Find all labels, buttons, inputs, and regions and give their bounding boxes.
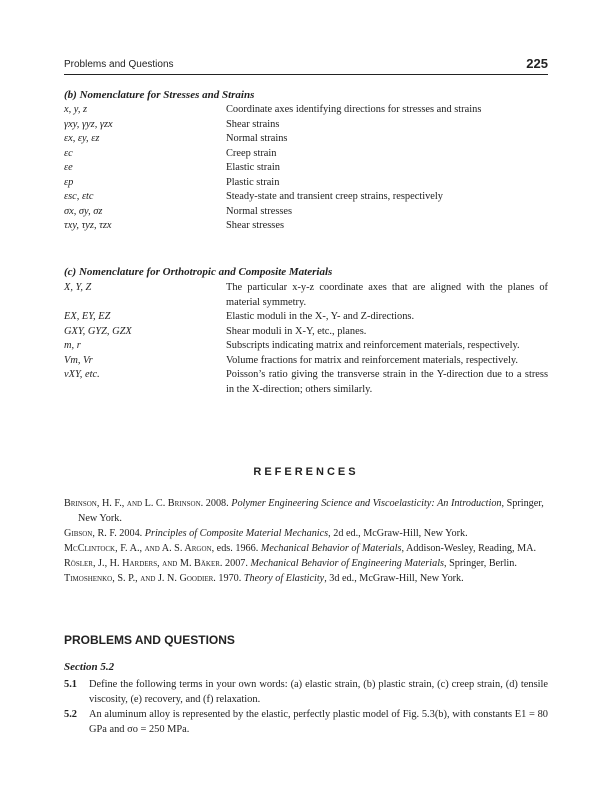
nomenclature-description: The particular x-y-z coordinate axes that are aligned with the planes of material symmetry. bbox=[226, 282, 548, 308]
nomenclature-b-title: (b) Nomenclature for Stresses and Strains bbox=[64, 89, 255, 101]
problem-number: 5.2 bbox=[64, 709, 77, 720]
nomenclature-description: Steady-state and transient creep strains, respectively bbox=[226, 191, 443, 202]
nomenclature-row bbox=[64, 310, 548, 325]
nomenclature-symbol: GXY, GYZ, GZX bbox=[64, 325, 132, 337]
nomenclature-description: Creep strain bbox=[226, 147, 277, 159]
reference-entry bbox=[64, 557, 548, 572]
nomenclature-row bbox=[64, 103, 548, 118]
problems-title: PROBLEMS AND QUESTIONS bbox=[64, 633, 235, 647]
reference-year: eds. 1966. bbox=[216, 542, 259, 554]
problem-item bbox=[64, 678, 548, 707]
nomenclature-symbol: εx, εy, εz bbox=[64, 133, 100, 144]
nomenclature-description: Subscripts indicating matrix and reinforcement materials, respectively. bbox=[226, 340, 520, 351]
nomenclature-description: Shear moduli in X-Y, etc., planes. bbox=[226, 325, 367, 337]
nomenclature-symbol: εsc, εtc bbox=[64, 191, 94, 202]
nomenclature-row bbox=[64, 368, 548, 397]
nomenclature-row bbox=[64, 205, 548, 220]
nomenclature-row bbox=[64, 118, 548, 133]
nomenclature-b-table bbox=[64, 103, 548, 234]
nomenclature-row bbox=[64, 147, 548, 162]
reference-authors: Gibson, R. F. bbox=[64, 527, 117, 539]
nomenclature-symbol: σx, σy, σz bbox=[64, 205, 103, 217]
reference-authors: Rösler, J., H. Harders, and M. Bäker. bbox=[64, 557, 223, 569]
reference-publisher: , Addison-Wesley, Reading, MA. bbox=[401, 542, 537, 554]
reference-title: Polymer Engineering Science and Viscoelasticity: An Introduction bbox=[231, 498, 502, 509]
problem-number: 5.1 bbox=[64, 679, 77, 690]
nomenclature-description: Poisson’s ratio giving the transverse strain in the Y-direction due to a stress in the X-direction; others similarly. bbox=[226, 369, 548, 395]
nomenclature-symbol: νXY, etc. bbox=[64, 369, 100, 380]
nomenclature-row bbox=[64, 190, 548, 205]
reference-publisher: , 3d ed., McGraw-Hill, New York. bbox=[324, 572, 464, 584]
problems-list bbox=[64, 678, 548, 738]
reference-entry bbox=[64, 497, 548, 526]
nomenclature-symbol: εe bbox=[64, 162, 73, 173]
reference-publisher: , Springer, Berlin. bbox=[444, 557, 517, 569]
nomenclature-description: Shear stresses bbox=[226, 220, 285, 231]
page-number: 225 bbox=[526, 56, 548, 71]
problem-text: Define the following terms in your own words: (a) elastic strain, (b) plastic strain, (c) creep strain, (d) tensile viscosity, (e) recovery, and (f) relaxation. bbox=[89, 679, 548, 705]
reference-entry bbox=[64, 527, 548, 542]
nomenclature-row bbox=[64, 132, 548, 147]
reference-year: 2004. bbox=[119, 527, 143, 539]
nomenclature-description: Normal stresses bbox=[226, 205, 293, 217]
reference-year: 2007. bbox=[225, 557, 248, 569]
section-heading: Section 5.2 bbox=[64, 661, 115, 673]
reference-publisher: , 2d ed., McGraw-Hill, New York. bbox=[328, 527, 468, 539]
nomenclature-description: Elastic moduli in the X-, Y- and Z-directions. bbox=[226, 311, 415, 322]
nomenclature-symbol: m, r bbox=[64, 340, 81, 351]
nomenclature-symbol: εc bbox=[64, 147, 73, 159]
nomenclature-row bbox=[64, 354, 548, 369]
reference-authors: McClintock, F. A., and A. S. Argon, bbox=[64, 542, 215, 554]
nomenclature-row bbox=[64, 325, 548, 340]
reference-year: 1970. bbox=[218, 572, 242, 584]
reference-title: Theory of Elasticity bbox=[243, 572, 325, 584]
reference-title: Principles of Composite Material Mechanics bbox=[144, 527, 329, 539]
nomenclature-description: Volume fractions for matrix and reinforcement materials, respectively. bbox=[226, 354, 518, 366]
reference-authors: Timoshenko, S. P., and J. N. Goodier. bbox=[64, 572, 216, 584]
reference-title: Mechanical Behavior of Materials bbox=[260, 542, 402, 554]
nomenclature-row bbox=[64, 219, 548, 234]
reference-entry bbox=[64, 542, 548, 557]
running-head: Problems and Questions bbox=[64, 59, 174, 70]
nomenclature-row bbox=[64, 339, 548, 354]
nomenclature-description: Coordinate axes identifying directions for stresses and strains bbox=[226, 104, 482, 115]
problem-item bbox=[64, 708, 548, 737]
nomenclature-symbol: εp bbox=[64, 176, 74, 188]
page-header bbox=[64, 58, 548, 75]
reference-publisher: , Springer, New York. bbox=[78, 498, 544, 524]
nomenclature-c-table bbox=[64, 281, 548, 397]
nomenclature-symbol: x, y, z bbox=[64, 104, 88, 115]
reference-title: Mechanical Behavior of Engineering Materials bbox=[250, 557, 444, 569]
nomenclature-row bbox=[64, 281, 548, 310]
nomenclature-description: Plastic strain bbox=[226, 176, 280, 188]
nomenclature-symbol: τxy, τyz, τzx bbox=[64, 220, 112, 231]
nomenclature-symbol: γxy, γyz, γzx bbox=[64, 118, 113, 130]
nomenclature-description: Normal strains bbox=[226, 133, 288, 144]
nomenclature-c-title: (c) Nomenclature for Orthotropic and Composite Materials bbox=[64, 266, 333, 278]
reference-year: 2008. bbox=[205, 498, 229, 509]
nomenclature-description: Elastic strain bbox=[226, 162, 280, 173]
nomenclature-symbol: Vm, Vr bbox=[64, 354, 93, 366]
problem-text: An aluminum alloy is represented by the elastic, perfectly plastic model of Fig. 5.3(b), with constants E1 = 80 GPa and σo = 250 MPa. bbox=[89, 709, 548, 735]
nomenclature-description: Shear strains bbox=[226, 118, 280, 130]
references-title: REFERENCES bbox=[253, 466, 359, 478]
nomenclature-symbol: X, Y, Z bbox=[64, 282, 92, 293]
nomenclature-row bbox=[64, 176, 548, 191]
nomenclature-symbol: EX, EY, EZ bbox=[64, 311, 111, 322]
reference-entry bbox=[64, 572, 548, 587]
references-list bbox=[64, 497, 548, 587]
reference-authors: Brinson, H. F., and L. C. Brinson. bbox=[64, 498, 204, 509]
nomenclature-row bbox=[64, 161, 548, 176]
